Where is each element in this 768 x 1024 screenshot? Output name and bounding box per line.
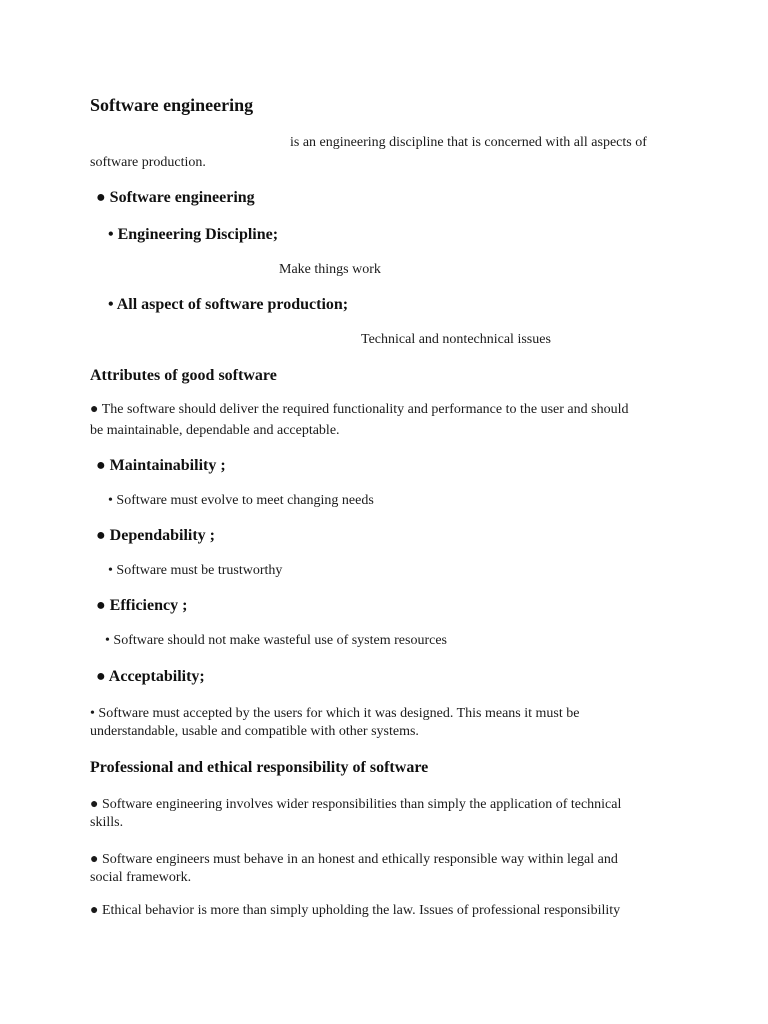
professional-para-1-line-1: ● Software engineering involves wider responsibilities than simply the application of technical: [90, 797, 622, 812]
note-efficiency: • Software should not make wasteful use of system resources: [105, 633, 447, 648]
attributes-intro-line-2: be maintainable, dependable and acceptable.: [90, 423, 340, 438]
note-technical-issues: Technical and nontechnical issues: [361, 332, 551, 347]
heading-attributes: Attributes of good software: [90, 367, 277, 384]
intro-text-line-2: software production.: [90, 155, 206, 170]
professional-para-1-line-2: skills.: [90, 815, 124, 830]
heading-acceptability: ● Acceptability;: [96, 668, 205, 685]
professional-para-3-line-1: ● Ethical behavior is more than simply upholding the law. Issues of professional responsibility: [90, 903, 621, 918]
subheading-all-aspect: • All aspect of software production;: [108, 296, 349, 313]
acceptability-note-line-2: understandable, usable and compatible with other systems.: [90, 724, 419, 739]
section-heading-software-engineering: ● Software engineering: [96, 189, 255, 206]
note-dependability: • Software must be trustworthy: [108, 563, 283, 578]
acceptability-note-line-1: • Software must accepted by the users for which it was designed. This means it must be: [90, 706, 580, 721]
professional-para-2-line-1: ● Software engineers must behave in an honest and ethically responsible way within legal and: [90, 852, 618, 867]
subheading-engineering-discipline: • Engineering Discipline;: [108, 226, 279, 243]
intro-text-line-1: is an engineering discipline that is concerned with all aspects of: [290, 135, 647, 150]
heading-dependability: ● Dependability ;: [96, 527, 216, 544]
heading-efficiency: ● Efficiency ;: [96, 597, 188, 614]
attributes-intro-line-1: ● The software should deliver the required functionality and performance to the user and should: [90, 402, 629, 417]
document-title: Software engineering: [90, 95, 254, 115]
professional-para-2-line-2: social framework.: [90, 870, 192, 885]
note-maintainability: • Software must evolve to meet changing needs: [108, 493, 374, 508]
note-make-things-work: Make things work: [279, 262, 381, 277]
heading-maintainability: ● Maintainability ;: [96, 457, 226, 474]
heading-professional-ethical: Professional and ethical responsibility of software: [90, 759, 429, 776]
